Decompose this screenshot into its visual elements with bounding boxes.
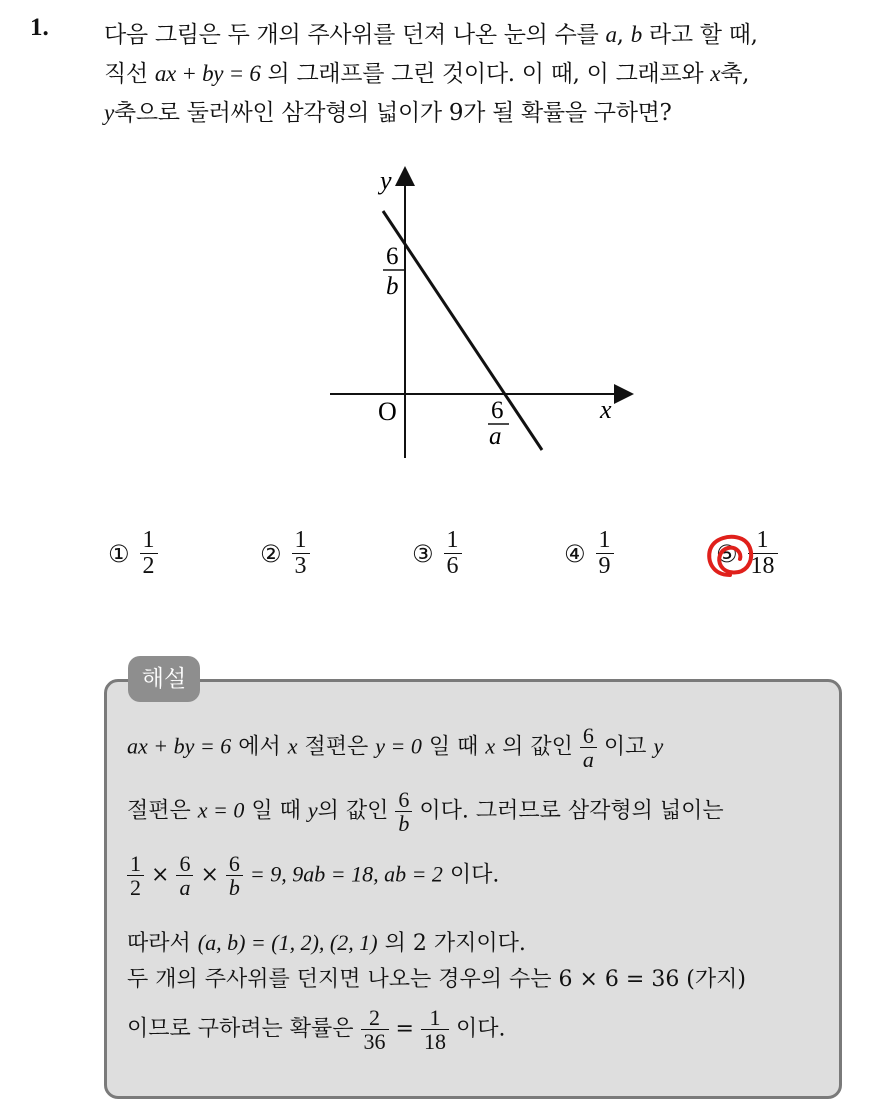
text: 이므로 구하려는 확률은 [127, 1016, 354, 1042]
text: 두 개의 주사위를 던지면 나오는 경우의 수는 6 × 6 = 36 (가지) [127, 967, 746, 992]
equation: ax + by = 6 [127, 733, 232, 759]
equation: y = 0 [375, 733, 422, 759]
solution-line-4 [127, 926, 526, 957]
solution-tag: 해설 [128, 656, 200, 702]
times-sign: × [200, 862, 219, 888]
text: 따라서 [127, 931, 191, 956]
var-y: y [104, 100, 114, 125]
y-intercept-num: 6 [386, 243, 399, 270]
question-text: 라고 할 때, [641, 22, 758, 48]
fraction-6-over-b: $\frac{6}{b}$ [226, 852, 243, 899]
choice-mark: ② [260, 539, 282, 568]
origin-label: O [378, 397, 397, 426]
solution-line-3 [127, 852, 499, 899]
choice-fraction: $\frac{1}{6}$ [444, 528, 462, 579]
choice-mark: ④ [564, 539, 586, 568]
choice-2[interactable] [260, 528, 310, 579]
var-y: y [653, 733, 664, 759]
choice-fraction: $\frac{1}{3}$ [292, 528, 310, 579]
text: 의 값인 [502, 734, 573, 760]
comma: , [616, 22, 631, 48]
text: 이다. [455, 1016, 506, 1042]
choice-1[interactable] [108, 528, 158, 579]
solution-line-1 [127, 724, 663, 771]
question-text: 의 그래프를 그린 것이다. 이 때, 이 그래프와 [267, 61, 704, 87]
question-number: 1. [30, 14, 49, 41]
x-axis-label: x [600, 395, 612, 424]
equation: (a, b) = (1, 2), (2, 1) [197, 930, 378, 955]
x-intercept-den: a [489, 423, 502, 450]
fraction-1-over-18: $\frac{1}{18}$ [421, 1006, 449, 1053]
fraction-1-over-2: $\frac{1}{2}$ [127, 852, 144, 899]
choice-mark: ⑤ [716, 539, 738, 568]
solution-line-5 [127, 962, 746, 993]
question-text: 축, [720, 61, 750, 87]
text: 에서 [238, 734, 281, 760]
solution-line-6 [127, 1006, 505, 1053]
var-y: y [307, 797, 318, 823]
times-sign: × [151, 862, 170, 888]
fraction-2-over-36: $\frac{2}{36}$ [361, 1006, 389, 1053]
question-text: 축으로 둘러싸인 삼각형의 넓이가 9가 될 확률을 구하면? [113, 100, 672, 126]
fraction-6-over-b: $\frac{6}{b}$ [395, 788, 412, 835]
text: 절편은 [127, 798, 191, 824]
solution-line-2 [127, 788, 724, 835]
text: 이다. [449, 862, 500, 888]
text: 의 2 가지이다. [384, 931, 526, 956]
choice-mark: ① [108, 539, 130, 568]
text: 일 때 [428, 734, 479, 760]
var-a: a [605, 22, 617, 47]
text: 절편은 [304, 734, 369, 760]
choice-4[interactable] [564, 528, 614, 579]
choice-fraction: $\frac{1}{18}$ [748, 528, 778, 579]
choice-mark: ③ [412, 539, 434, 568]
graph-figure [0, 0, 884, 500]
question-text: 직선 [104, 61, 148, 87]
text: 이다. 그러므로 삼각형의 넓이는 [419, 798, 724, 824]
equation: = 9, 9ab = 18, ab = 2 [249, 861, 443, 887]
var-x: x [485, 733, 496, 759]
equation: x = 0 [197, 797, 245, 823]
line-equation: ax + by = 6 [154, 61, 261, 86]
var-x: x [287, 733, 298, 759]
fraction-6-over-a: $\frac{6}{a}$ [580, 724, 597, 771]
text: 이고 [603, 734, 647, 760]
question-text: 다음 그림은 두 개의 주사위를 던져 나온 눈의 수를 [104, 22, 599, 48]
equals-sign: = [395, 1016, 414, 1042]
text: 일 때 [251, 798, 301, 824]
choice-fraction: $\frac{1}{2}$ [140, 528, 158, 579]
fraction-6-over-a: $\frac{6}{a}$ [176, 852, 193, 899]
choice-fraction: $\frac{1}{9}$ [596, 528, 614, 579]
y-axis-label: y [380, 166, 392, 195]
graph-line [383, 211, 542, 450]
choice-3[interactable] [412, 528, 462, 579]
x-intercept-num: 6 [491, 397, 504, 424]
text: 의 값인 [317, 798, 389, 824]
y-intercept-den: b [386, 273, 399, 300]
var-x: x [710, 61, 721, 86]
var-b: b [630, 22, 642, 47]
selected-answer-circle [700, 530, 760, 580]
